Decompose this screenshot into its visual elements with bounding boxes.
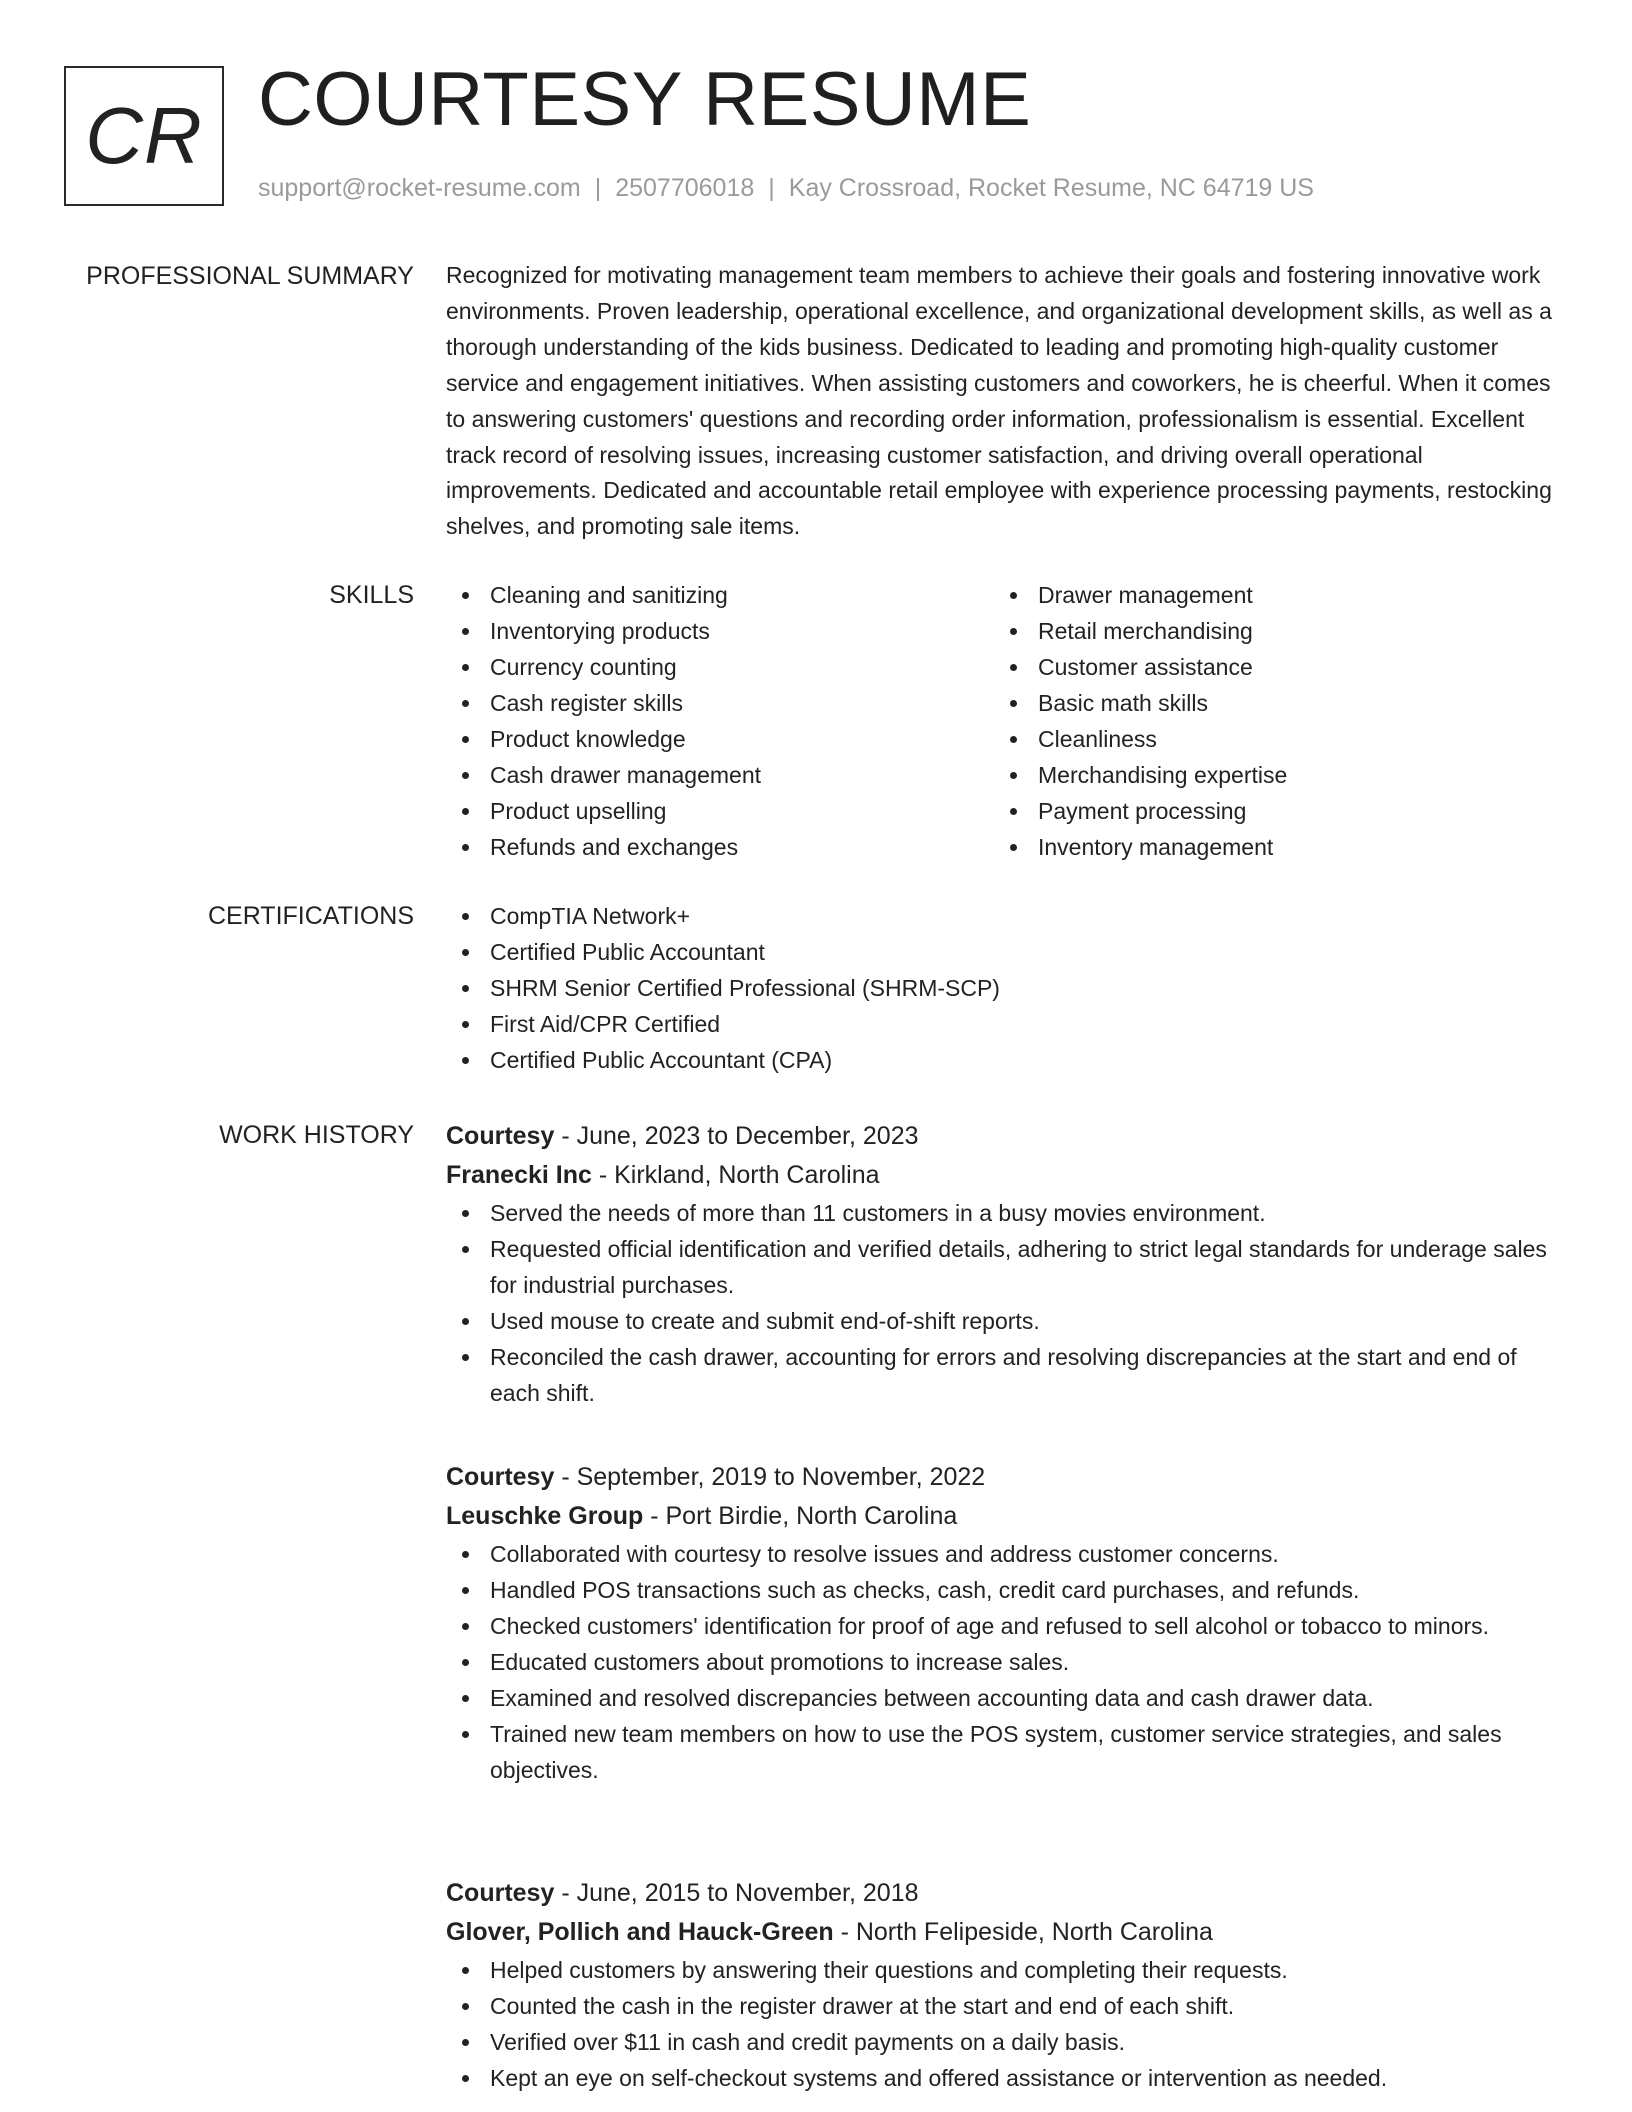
certifications-list — [446, 898, 1562, 1078]
summary-text: Recognized for motivating management team members to achieve their goals and fostering innovative work environments. Proven leadership, operational excellence, and organizational development skills, as well as a thorough understanding of the kids business. Dedicated to leading and promoting high-quality customer service and engagement initiatives. When assisting customers and coworkers, he is cheerful. When it comes to answering customers' questions and recording order information, professionalism is essential. Excellent track record of resolving issues, increasing customer satisfaction, and driving overall operational improvements. Dedicated and accountable retail employee with experience processing payments, restocking shelves, and promoting sale items. — [446, 262, 1552, 540]
job-role: Courtesy — [446, 1122, 555, 1150]
certification-item: SHRM Senior Certified Professional (SHRM-SCP) — [446, 970, 1562, 1006]
skill-item: Product knowledge — [446, 721, 994, 757]
job-company-line — [446, 1497, 1562, 1536]
skills-list-right — [994, 577, 1542, 865]
job-dates: - June, 2015 to November, 2018 — [561, 1879, 919, 1907]
job-duty: Kept an eye on self-checkout systems and offered assistance or intervention as needed. — [446, 2060, 1562, 2096]
certification-item: Certified Public Accountant — [446, 934, 1562, 970]
skill-item: Product upselling — [446, 793, 994, 829]
section-title-certifications: CERTIFICATIONS — [207, 902, 414, 930]
job-duty: Verified over $11 in cash and credit payments on a daily basis. — [446, 2024, 1562, 2060]
certification-item: Certified Public Accountant (CPA) — [446, 1042, 1562, 1078]
skill-item: Basic math skills — [994, 685, 1542, 721]
job-duty: Handled POS transactions such as checks, cash, credit card purchases, and refunds. — [446, 1572, 1562, 1608]
section-title-skills: SKILLS — [329, 581, 414, 609]
job-duties-list — [446, 1195, 1562, 1411]
monogram-logo: CR — [64, 66, 224, 206]
job-company-line — [446, 1913, 1562, 1952]
certification-item: CompTIA Network+ — [446, 898, 1562, 934]
job-duty: Used mouse to create and submit end-of-shift reports. — [446, 1303, 1562, 1339]
job-entry — [446, 1458, 1562, 1788]
job-duty: Counted the cash in the register drawer at the start and end of each shift. — [446, 1988, 1562, 2024]
job-duty: Served the needs of more than 11 customers in a busy movies environment. — [446, 1195, 1562, 1231]
job-dates: - June, 2023 to December, 2023 — [561, 1122, 919, 1150]
job-entry — [446, 1874, 1562, 2096]
summary-body — [446, 258, 1562, 545]
skill-item: Retail merchandising — [994, 613, 1542, 649]
job-company-line — [446, 1156, 1562, 1195]
skill-item: Drawer management — [994, 577, 1542, 613]
job-dates: - September, 2019 to November, 2022 — [561, 1463, 986, 1491]
skill-item: Payment processing — [994, 793, 1542, 829]
job-duties-list — [446, 1952, 1562, 2096]
job-duty: Collaborated with courtesy to resolve issues and address customer concerns. — [446, 1536, 1562, 1572]
contact-separator: | — [594, 174, 602, 202]
skill-item: Currency counting — [446, 649, 994, 685]
skill-item: Customer assistance — [994, 649, 1542, 685]
skills-list-left — [446, 577, 994, 865]
skill-item: Inventory management — [994, 829, 1542, 865]
certification-item: First Aid/CPR Certified — [446, 1006, 1562, 1042]
job-duty: Educated customers about promotions to increase sales. — [446, 1644, 1562, 1680]
job-company: Franecki Inc — [446, 1161, 592, 1189]
job-duty: Requested official identification and verified details, adhering to strict legal standards for underage sales for industrial purchases. — [446, 1231, 1562, 1303]
job-role: Courtesy — [446, 1879, 555, 1907]
skill-item: Merchandising expertise — [994, 757, 1542, 793]
job-entry — [446, 1117, 1562, 1411]
contact-phone[interactable]: 2507706018 — [615, 174, 755, 202]
job-location: - North Felipeside, North Carolina — [840, 1918, 1213, 1946]
job-location: - Kirkland, North Carolina — [598, 1161, 880, 1189]
job-duty: Checked customers' identification for proof of age and refused to sell alcohol or tobacco to minors. — [446, 1608, 1562, 1644]
skill-item: Cleaning and sanitizing — [446, 577, 994, 613]
job-duty: Helped customers by answering their questions and completing their requests. — [446, 1952, 1562, 1988]
contact-email[interactable]: support@rocket-resume.com — [258, 174, 581, 202]
skill-item: Cash register skills — [446, 685, 994, 721]
skill-item: Cleanliness — [994, 721, 1542, 757]
job-company: Leuschke Group — [446, 1502, 644, 1530]
job-role-line — [446, 1458, 1562, 1497]
skills-columns — [446, 577, 1562, 865]
contact-line — [258, 174, 1314, 203]
contact-separator: | — [768, 174, 775, 202]
job-duty: Examined and resolved discrepancies between accounting data and cash drawer data. — [446, 1680, 1562, 1716]
contact-address: Kay Crossroad, Rocket Resume, NC 64719 US — [788, 174, 1314, 202]
skill-item: Refunds and exchanges — [446, 829, 994, 865]
section-title-summary: PROFESSIONAL SUMMARY — [86, 262, 414, 290]
candidate-name: COURTESY RESUME — [258, 57, 1032, 142]
certifications-body — [446, 898, 1562, 1078]
job-duties-list — [446, 1536, 1562, 1788]
section-title-work-history: WORK HISTORY — [219, 1121, 414, 1149]
job-company: Glover, Pollich and Hauck-Green — [446, 1918, 834, 1946]
job-location: - Port Birdie, North Carolina — [650, 1502, 958, 1530]
job-role-line — [446, 1117, 1562, 1156]
job-role: Courtesy — [446, 1463, 555, 1491]
job-duty: Trained new team members on how to use the POS system, customer service strategies, and sales objectives. — [446, 1716, 1562, 1788]
skill-item: Inventorying products — [446, 613, 994, 649]
skill-item: Cash drawer management — [446, 757, 994, 793]
job-duty: Reconciled the cash drawer, accounting for errors and resolving discrepancies at the start and end of each shift. — [446, 1339, 1562, 1411]
job-role-line — [446, 1874, 1562, 1913]
